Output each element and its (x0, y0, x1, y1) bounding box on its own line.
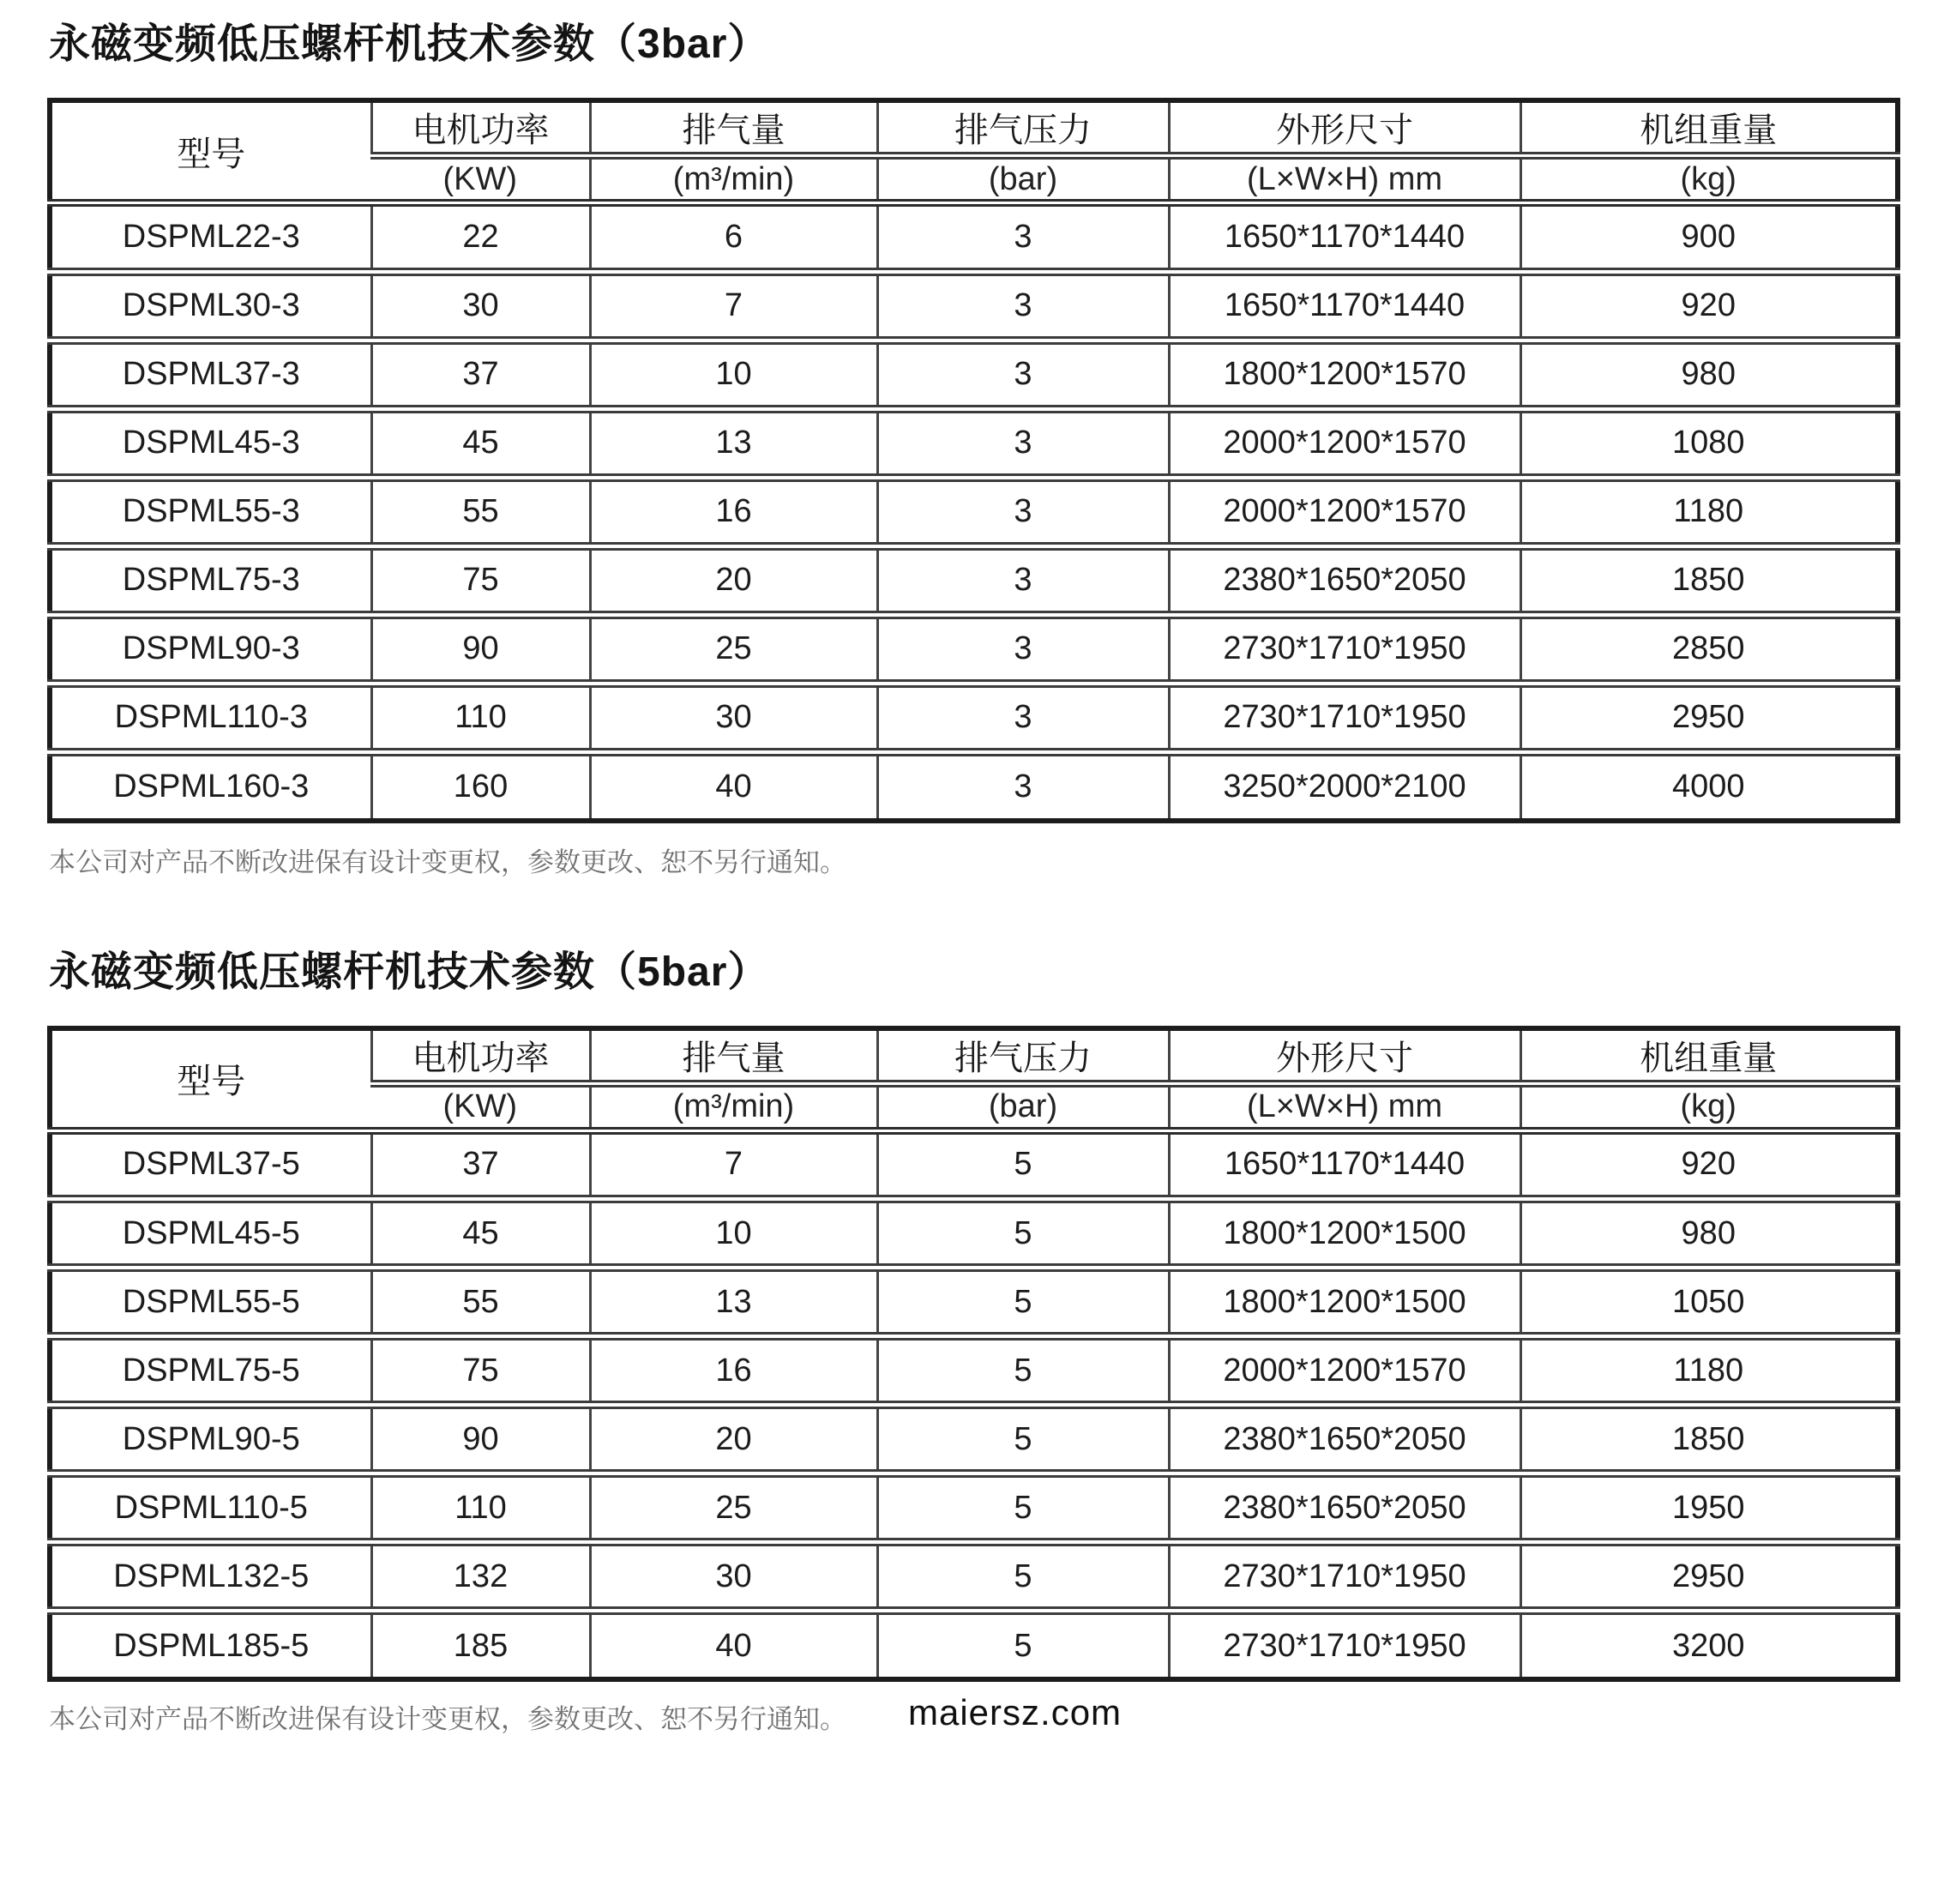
value-cell: 3 (877, 546, 1169, 615)
value-cell: 920 (1520, 1130, 1898, 1199)
value-cell: 10 (590, 340, 877, 409)
value-cell: 75 (371, 1336, 590, 1405)
value-cell: 110 (371, 1473, 590, 1542)
model-cell: DSPML90-3 (50, 615, 371, 684)
unit-dimensions: (L×W×H) mm (1169, 1083, 1520, 1130)
value-cell: 75 (371, 546, 590, 615)
value-cell: 1650*1170*1440 (1169, 272, 1520, 340)
model-cell: DSPML75-3 (50, 546, 371, 615)
table-header-3bar (50, 100, 1898, 203)
model-cell: DSPML110-5 (50, 1473, 371, 1542)
value-cell: 13 (590, 1268, 877, 1336)
value-cell: 1180 (1520, 1336, 1898, 1405)
value-cell: 5 (877, 1405, 1169, 1473)
table-row (50, 546, 1898, 615)
value-cell: 37 (371, 340, 590, 409)
footer-line (47, 1692, 1895, 1737)
spec-table-3bar (47, 98, 1900, 823)
col-header-motor-power: 电机功率 (371, 100, 590, 156)
value-cell: 1800*1200*1500 (1169, 1268, 1520, 1336)
model-cell: DSPML22-3 (50, 203, 371, 272)
col-header-weight: 机组重量 (1520, 1028, 1898, 1084)
col-header-model: 型号 (177, 1063, 246, 1100)
table-header-5bar (50, 1028, 1898, 1131)
model-cell: DSPML37-3 (50, 340, 371, 409)
table-row (50, 272, 1898, 340)
value-cell: 7 (590, 1130, 877, 1199)
unit-air-delivery: (m³/min) (590, 156, 877, 203)
model-cell: DSPML90-5 (50, 1405, 371, 1473)
value-cell: 2730*1710*1950 (1169, 615, 1520, 684)
table-row (50, 340, 1898, 409)
value-cell: 3 (877, 478, 1169, 546)
value-cell: 132 (371, 1542, 590, 1611)
header-label-row (50, 100, 1898, 156)
value-cell: 1800*1200*1570 (1169, 340, 1520, 409)
value-cell: 3250*2000*2100 (1169, 752, 1520, 821)
unit-motor-power: (KW) (371, 156, 590, 203)
unit-air-delivery: (m³/min) (590, 1083, 877, 1130)
website-text: maiersz.com (908, 1692, 1122, 1732)
unit-discharge-pressure: (bar) (877, 156, 1169, 203)
value-cell: 5 (877, 1130, 1169, 1199)
value-cell: 2730*1710*1950 (1169, 1611, 1520, 1679)
value-cell: 4000 (1520, 752, 1898, 821)
value-cell: 110 (371, 684, 590, 752)
table-row (50, 684, 1898, 752)
value-cell: 30 (590, 1542, 877, 1611)
value-cell: 1080 (1520, 409, 1898, 478)
value-cell: 90 (371, 615, 590, 684)
value-cell: 2730*1710*1950 (1169, 684, 1520, 752)
model-cell: DSPML30-3 (50, 272, 371, 340)
value-cell: 3 (877, 272, 1169, 340)
value-cell: 2950 (1520, 1542, 1898, 1611)
value-cell: 3 (877, 340, 1169, 409)
model-cell: DSPML185-5 (50, 1611, 371, 1679)
header-label-row (50, 1028, 1898, 1084)
value-cell: 2730*1710*1950 (1169, 1542, 1520, 1611)
table-row (50, 1473, 1898, 1542)
section-5bar (47, 949, 1895, 1738)
disclaimer-note-3bar: 本公司对产品不断改进保有设计变更权，参数更改、恕不另行通知。 (49, 847, 846, 877)
unit-motor-power: (KW) (371, 1083, 590, 1130)
value-cell: 920 (1520, 272, 1898, 340)
table-title-5bar: 永磁变频低压螺杆机技术参数（5bar） (49, 949, 770, 995)
disclaimer-note-5bar: 本公司对产品不断改进保有设计变更权，参数更改、恕不另行通知。 (49, 1704, 846, 1734)
table-row (50, 1336, 1898, 1405)
value-cell: 1950 (1520, 1473, 1898, 1542)
value-cell: 45 (371, 409, 590, 478)
table-row (50, 1268, 1898, 1336)
table-row (50, 615, 1898, 684)
value-cell: 2000*1200*1570 (1169, 409, 1520, 478)
col-header-dimensions: 外形尺寸 (1169, 100, 1520, 156)
value-cell: 3 (877, 684, 1169, 752)
table-row (50, 1611, 1898, 1679)
table-body-5bar (50, 1130, 1898, 1679)
col-header-dimensions: 外形尺寸 (1169, 1028, 1520, 1084)
unit-dimensions: (L×W×H) mm (1169, 156, 1520, 203)
unit-discharge-pressure: (bar) (877, 1083, 1169, 1130)
value-cell: 40 (590, 1611, 877, 1679)
col-header-discharge-pressure: 排气压力 (877, 100, 1169, 156)
table-row (50, 1405, 1898, 1473)
table-row (50, 752, 1898, 821)
section-3bar (47, 21, 1895, 880)
value-cell: 2950 (1520, 684, 1898, 752)
model-cell: DSPML45-5 (50, 1199, 371, 1268)
table-row (50, 1199, 1898, 1268)
value-cell: 5 (877, 1542, 1169, 1611)
table-row (50, 478, 1898, 546)
value-cell: 5 (877, 1611, 1169, 1679)
value-cell: 1800*1200*1500 (1169, 1199, 1520, 1268)
value-cell: 30 (590, 684, 877, 752)
col-header-motor-power: 电机功率 (371, 1028, 590, 1084)
value-cell: 5 (877, 1473, 1169, 1542)
table-body-3bar (50, 203, 1898, 821)
value-cell: 25 (590, 615, 877, 684)
col-header-model: 型号 (177, 135, 246, 173)
value-cell: 10 (590, 1199, 877, 1268)
model-cell: DSPML55-3 (50, 478, 371, 546)
value-cell: 2380*1650*2050 (1169, 1473, 1520, 1542)
value-cell: 3200 (1520, 1611, 1898, 1679)
value-cell: 2000*1200*1570 (1169, 478, 1520, 546)
value-cell: 5 (877, 1336, 1169, 1405)
value-cell: 1180 (1520, 478, 1898, 546)
value-cell: 20 (590, 1405, 877, 1473)
value-cell: 185 (371, 1611, 590, 1679)
value-cell: 2380*1650*2050 (1169, 546, 1520, 615)
col-header-weight: 机组重量 (1520, 100, 1898, 156)
model-cell: DSPML110-3 (50, 684, 371, 752)
value-cell: 7 (590, 272, 877, 340)
model-cell: DSPML55-5 (50, 1268, 371, 1336)
value-cell: 20 (590, 546, 877, 615)
value-cell: 1850 (1520, 546, 1898, 615)
model-cell: DSPML160-3 (50, 752, 371, 821)
value-cell: 1850 (1520, 1405, 1898, 1473)
value-cell: 3 (877, 203, 1169, 272)
table-row (50, 409, 1898, 478)
value-cell: 16 (590, 1336, 877, 1405)
value-cell: 2850 (1520, 615, 1898, 684)
value-cell: 55 (371, 1268, 590, 1336)
unit-weight: (kg) (1520, 156, 1898, 203)
col-header-air-delivery: 排气量 (590, 100, 877, 156)
value-cell: 90 (371, 1405, 590, 1473)
value-cell: 3 (877, 615, 1169, 684)
value-cell: 900 (1520, 203, 1898, 272)
value-cell: 22 (371, 203, 590, 272)
value-cell: 25 (590, 1473, 877, 1542)
value-cell: 6 (590, 203, 877, 272)
value-cell: 16 (590, 478, 877, 546)
value-cell: 1650*1170*1440 (1169, 1130, 1520, 1199)
table-row (50, 1542, 1898, 1611)
model-cell: DSPML75-5 (50, 1336, 371, 1405)
unit-weight: (kg) (1520, 1083, 1898, 1130)
col-header-air-delivery: 排气量 (590, 1028, 877, 1084)
value-cell: 980 (1520, 340, 1898, 409)
value-cell: 2380*1650*2050 (1169, 1405, 1520, 1473)
value-cell: 37 (371, 1130, 590, 1199)
model-cell: DSPML132-5 (50, 1542, 371, 1611)
value-cell: 2000*1200*1570 (1169, 1336, 1520, 1405)
value-cell: 5 (877, 1268, 1169, 1336)
value-cell: 3 (877, 752, 1169, 821)
spec-table-5bar (47, 1026, 1900, 1683)
value-cell: 160 (371, 752, 590, 821)
model-cell: DSPML45-3 (50, 409, 371, 478)
value-cell: 3 (877, 409, 1169, 478)
value-cell: 40 (590, 752, 877, 821)
value-cell: 5 (877, 1199, 1169, 1268)
value-cell: 13 (590, 409, 877, 478)
value-cell: 1050 (1520, 1268, 1898, 1336)
col-header-discharge-pressure: 排气压力 (877, 1028, 1169, 1084)
value-cell: 45 (371, 1199, 590, 1268)
model-cell: DSPML37-5 (50, 1130, 371, 1199)
table-title-3bar: 永磁变频低压螺杆机技术参数（3bar） (49, 21, 770, 67)
value-cell: 980 (1520, 1199, 1898, 1268)
value-cell: 30 (371, 272, 590, 340)
table-row (50, 203, 1898, 272)
value-cell: 1650*1170*1440 (1169, 203, 1520, 272)
table-row (50, 1130, 1898, 1199)
value-cell: 55 (371, 478, 590, 546)
